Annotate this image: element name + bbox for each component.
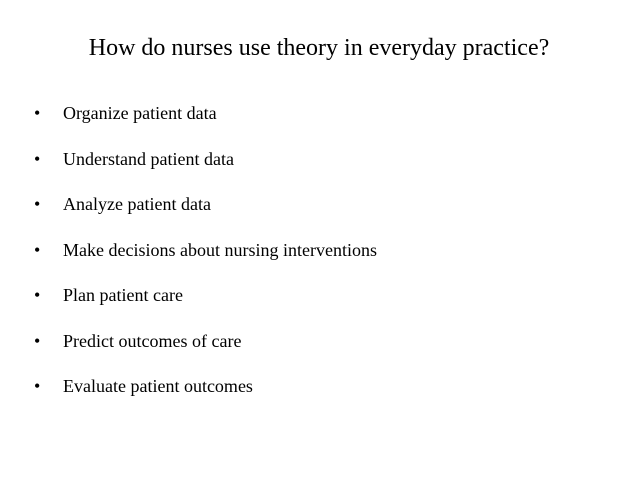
slide-title: How do nurses use theory in everyday practice?	[88, 35, 550, 61]
bullet-icon: •	[34, 285, 41, 305]
bullet-text: Understand patient data	[63, 148, 234, 169]
bullet-icon: •	[34, 239, 41, 260]
bullet-text: Predict outcomes of care	[63, 330, 242, 351]
bullet-icon: •	[34, 330, 41, 351]
bullet-text: Make decisions about nursing interventions	[63, 239, 377, 260]
bullet-icon: •	[34, 148, 41, 169]
bullet-icon: •	[34, 194, 41, 214]
bullet-icon: •	[34, 376, 41, 396]
bullet-icon: •	[34, 103, 41, 123]
bullet-text: Analyze patient data	[63, 194, 211, 214]
bullet-text: Organize patient data	[63, 103, 217, 123]
bullet-text: Plan patient care	[63, 285, 183, 305]
bullet-text: Evaluate patient outcomes	[63, 376, 253, 396]
